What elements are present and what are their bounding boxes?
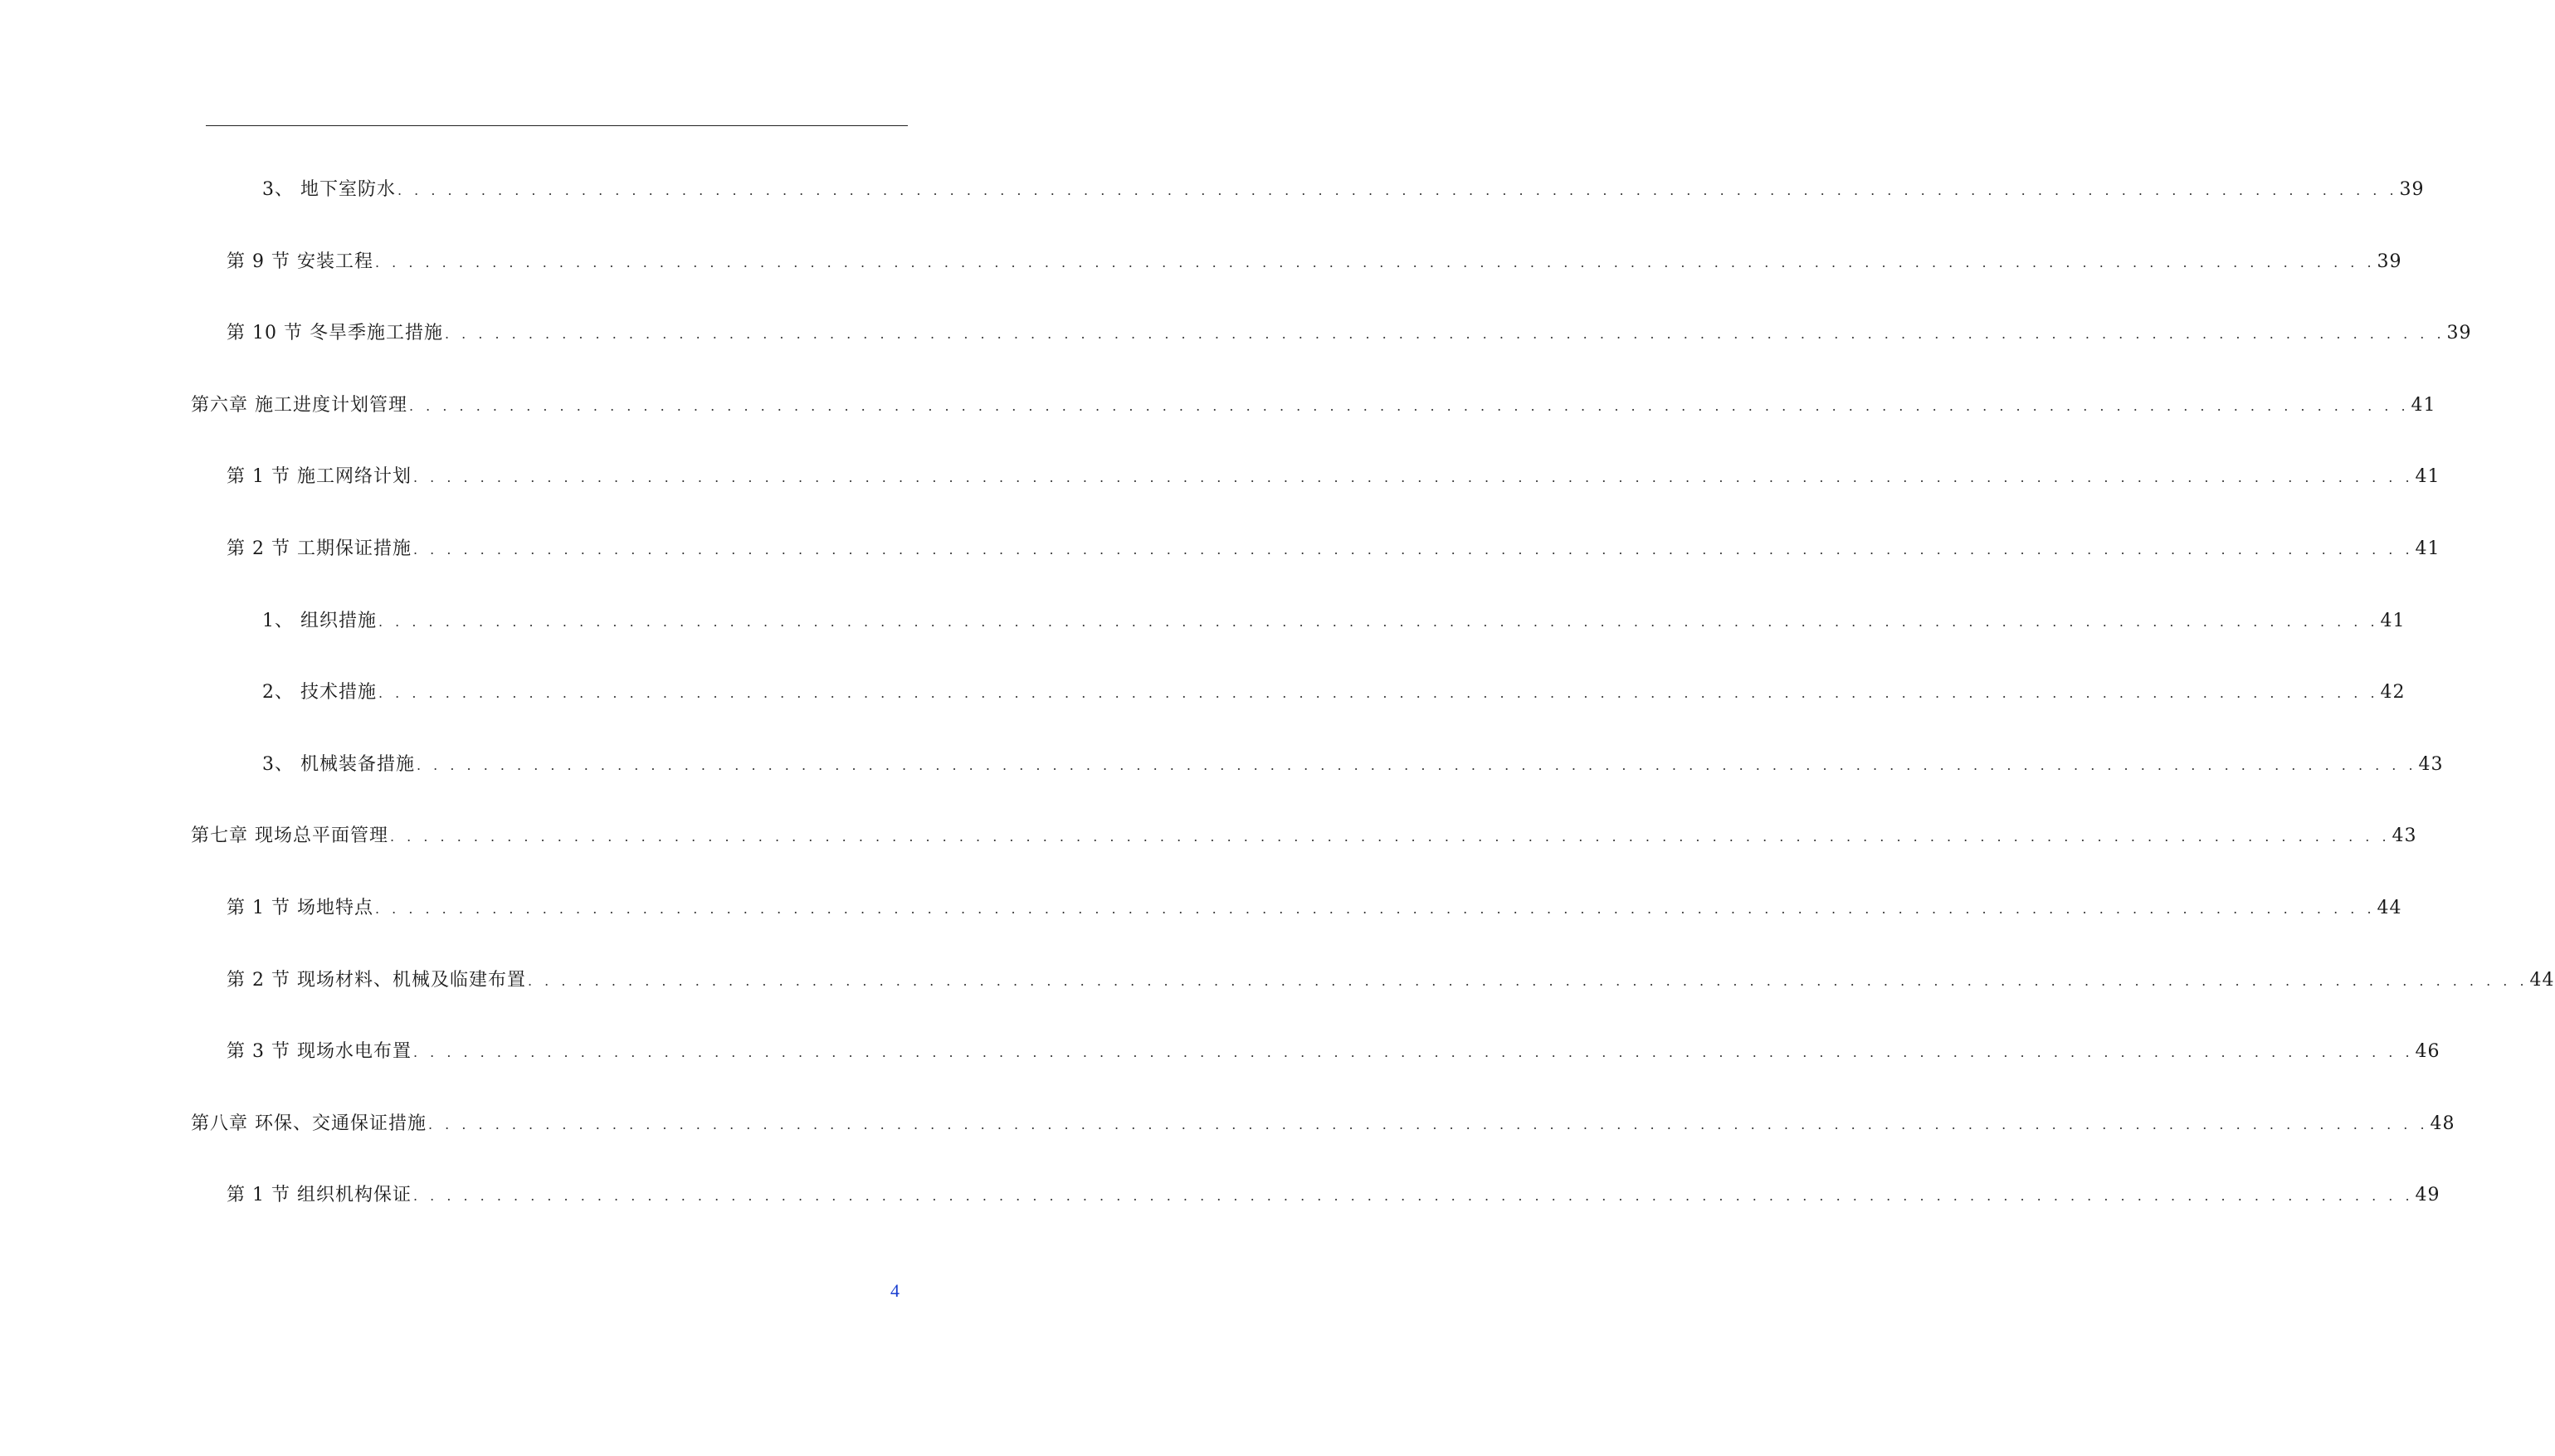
toc-entry[interactable] xyxy=(191,822,2417,847)
toc-dot-leader: . . . . . . . . . . . . . . . . . . . . . . . . . . . . . . . . . . . . . . . . . . . . . . . . . . . . . . . . . . . . . . . . . . . . . . . . . . . . . . . . . . . . . . . . . . . . . . . . . . . . . . . . . . . . . . . . . . . . . . . . xyxy=(527,972,2528,989)
toc-entry[interactable] xyxy=(227,319,2472,344)
toc-entry-label: 第 1 节 组织机构保证 xyxy=(227,1185,412,1206)
toc-entry-page: 39 xyxy=(2399,179,2425,200)
toc-entry-label: 第 1 节 场地特点 xyxy=(227,898,373,918)
toc-entry-page: 43 xyxy=(2392,825,2417,847)
toc-entry-page: 42 xyxy=(2380,682,2406,704)
toc-entry[interactable] xyxy=(227,535,2440,560)
page-number: 4 xyxy=(890,1280,900,1301)
toc-entry-page: 43 xyxy=(2418,753,2444,775)
toc-dot-leader: . . . . . . . . . . . . . . . . . . . . . . . . . . . . . . . . . . . . . . . . . . . . . . . . . . . . . . . . . . . . . . . . . . . . . . . . . . . . . . . . . . . . . . . . . . . . . . . . . . . . . . . . . . . . . . . . . . . . . . . . xyxy=(417,757,2417,773)
toc-entry[interactable] xyxy=(227,894,2402,919)
toc-dot-leader: . . . . . . . . . . . . . . . . . . . . . . . . . . . . . . . . . . . . . . . . . . . . . . . . . . . . . . . . . . . . . . . . . . . . . . . . . . . . . . . . . . . . . . . . . . . . . . . . . . . . . . . . . . . . . . . . . . . . . . . . xyxy=(412,470,2414,486)
toc-dot-leader: . . . . . . . . . . . . . . . . . . . . . . . . . . . . . . . . . . . . . . . . . . . . . . . . . . . . . . . . . . . . . . . . . . . . . . . . . . . . . . . . . . . . . . . . . . . . . . . . . . . . . . . . . . . . . . . . . . . . . . . . xyxy=(397,183,2398,198)
toc-entry[interactable] xyxy=(227,1181,2440,1206)
toc-entry-page: 41 xyxy=(2415,466,2440,488)
toc-entry-page: 44 xyxy=(2529,969,2555,991)
toc-dot-leader: . . . . . . . . . . . . . . . . . . . . . . . . . . . . . . . . . . . . . . . . . . . . . . . . . . . . . . . . . . . . . . . . . . . . . . . . . . . . . . . . . . . . . . . . . . . . . . . . . . . . . . . . . . . . . . . . . . . . . . . . xyxy=(412,542,2414,558)
toc-dot-leader: . . . . . . . . . . . . . . . . . . . . . . . . . . . . . . . . . . . . . . . . . . . . . . . . . . . . . . . . . . . . . . . . . . . . . . . . . . . . . . . . . . . . . . . . . . . . . . . . . . . . . . . . . . . . . . . . . . . . . . . . xyxy=(409,397,2410,414)
toc-entry-label: 第 3 节 现场水电布置 xyxy=(227,1041,412,1063)
toc-entry-page: 44 xyxy=(2377,898,2402,918)
toc-entry[interactable] xyxy=(191,1110,2455,1135)
toc-dot-leader: . . . . . . . . . . . . . . . . . . . . . . . . . . . . . . . . . . . . . . . . . . . . . . . . . . . . . . . . . . . . . . . . . . . . . . . . . . . . . . . . . . . . . . . . . . . . . . . . . . . . . . . . . . . . . . . . . . . . . . . . xyxy=(374,254,2376,270)
toc-entry-page: 49 xyxy=(2415,1185,2440,1206)
toc-entry-page: 39 xyxy=(2446,323,2472,344)
toc-entry-page: 48 xyxy=(2430,1113,2455,1134)
toc-dot-leader: . . . . . . . . . . . . . . . . . . . . . . . . . . . . . . . . . . . . . . . . . . . . . . . . . . . . . . . . . . . . . . . . . . . . . . . . . . . . . . . . . . . . . . . . . . . . . . . . . . . . . . . . . . . . . . . . . . . . . . . . xyxy=(412,1045,2414,1061)
toc-dot-leader: . . . . . . . . . . . . . . . . . . . . . . . . . . . . . . . . . . . . . . . . . . . . . . . . . . . . . . . . . . . . . . . . . . . . . . . . . . . . . . . . . . . . . . . . . . . . . . . . . . . . . . . . . . . . . . . . . . . . . . . . xyxy=(378,685,2379,702)
toc-entry[interactable] xyxy=(191,392,2436,416)
toc-dot-leader: . . . . . . . . . . . . . . . . . . . . . . . . . . . . . . . . . . . . . . . . . . . . . . . . . . . . . . . . . . . . . . . . . . . . . . . . . . . . . . . . . . . . . . . . . . . . . . . . . . . . . . . . . . . . . . . . . . . . . . . . xyxy=(412,1188,2414,1205)
toc-entry-label: 第六章 施工进度计划管理 xyxy=(191,394,407,416)
toc-dot-leader: . . . . . . . . . . . . . . . . . . . . . . . . . . . . . . . . . . . . . . . . . . . . . . . . . . . . . . . . . . . . . . . . . . . . . . . . . . . . . . . . . . . . . . . . . . . . . . . . . . . . . . . . . . . . . . . . . . . . . . . . xyxy=(428,1116,2429,1132)
toc-entry-page: 46 xyxy=(2415,1041,2440,1063)
toc-entry[interactable] xyxy=(227,463,2440,488)
toc-entry-label: 第 2 节 现场材料、机械及临建布置 xyxy=(227,969,526,991)
toc-entry-label: 3、 机械装备措施 xyxy=(262,753,415,775)
toc-entry-label: 第 2 节 工期保证措施 xyxy=(227,538,412,559)
toc-entry[interactable] xyxy=(227,1038,2440,1063)
toc-entry[interactable] xyxy=(227,248,2402,273)
toc-entry[interactable] xyxy=(262,607,2406,632)
toc-entry-page: 41 xyxy=(2380,610,2406,631)
toc-dot-leader: . . . . . . . . . . . . . . . . . . . . . . . . . . . . . . . . . . . . . . . . . . . . . . . . . . . . . . . . . . . . . . . . . . . . . . . . . . . . . . . . . . . . . . . . . . . . . . . . . . . . . . . . . . . . . . . . . . . . . . . . xyxy=(390,829,2391,845)
toc-entry[interactable] xyxy=(227,967,2555,991)
toc-entry-page: 41 xyxy=(2415,538,2440,559)
toc-entry[interactable] xyxy=(262,176,2425,201)
toc-entry-page: 41 xyxy=(2411,394,2436,416)
toc-dot-leader: . . . . . . . . . . . . . . . . . . . . . . . . . . . . . . . . . . . . . . . . . . . . . . . . . . . . . . . . . . . . . . . . . . . . . . . . . . . . . . . . . . . . . . . . . . . . . . . . . . . . . . . . . . . . . . . . . . . . . . . . xyxy=(374,901,2376,917)
toc-entry[interactable] xyxy=(262,679,2406,704)
toc-entry-label: 3、 地下室防水 xyxy=(262,179,396,200)
toc-entry-label: 第八章 环保、交通保证措施 xyxy=(191,1113,427,1134)
toc-dot-leader: . . . . . . . . . . . . . . . . . . . . . . . . . . . . . . . . . . . . . . . . . . . . . . . . . . . . . . . . . . . . . . . . . . . . . . . . . . . . . . . . . . . . . . . . . . . . . . . . . . . . . . . . . . . . . . . . . . . . . . . . xyxy=(444,326,2445,343)
toc-entry-label: 第 1 节 施工网络计划 xyxy=(227,466,412,488)
toc-entry[interactable] xyxy=(262,751,2444,776)
toc-entry-label: 2、 技术措施 xyxy=(262,682,377,704)
toc-entry-label: 第 9 节 安装工程 xyxy=(227,251,373,272)
toc-dot-leader: . . . . . . . . . . . . . . . . . . . . . . . . . . . . . . . . . . . . . . . . . . . . . . . . . . . . . . . . . . . . . . . . . . . . . . . . . . . . . . . . . . . . . . . . . . . . . . . . . . . . . . . . . . . . . . . . . . . . . . . . xyxy=(378,613,2379,630)
toc-entry-label: 第 10 节 冬旱季施工措施 xyxy=(227,323,443,344)
toc-entry-page: 39 xyxy=(2377,251,2402,272)
toc-entry-label: 第七章 现场总平面管理 xyxy=(191,825,388,847)
toc-entry-label: 1、 组织措施 xyxy=(262,610,377,631)
